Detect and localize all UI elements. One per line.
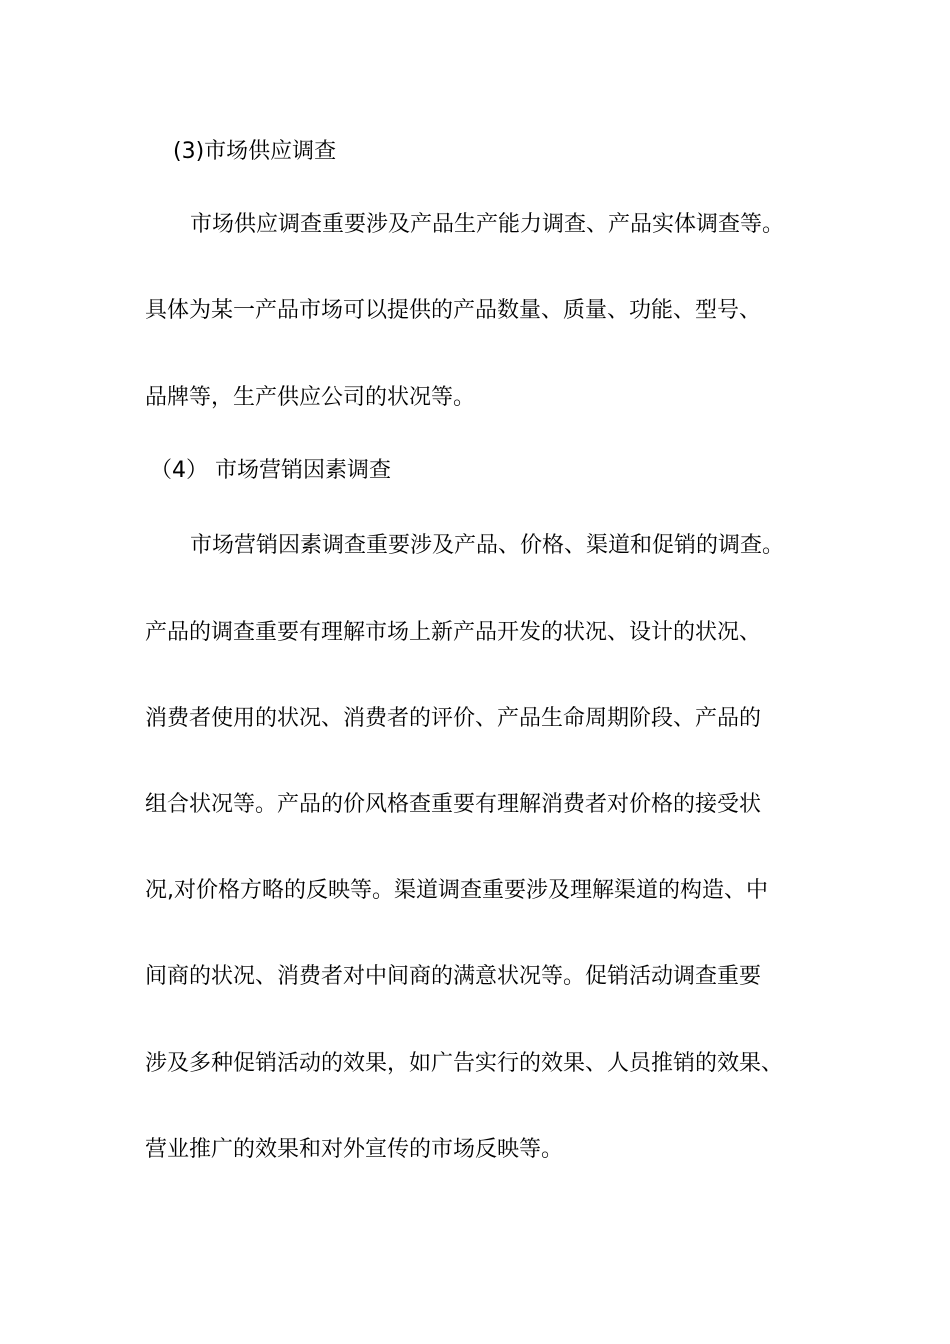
paragraph-line: 品牌等，生产供应公司的状况等。	[145, 385, 476, 410]
paragraph-line: 况,对价格方略的反映等。渠道调查重要涉及理解渠道的构造、中	[145, 878, 768, 903]
paragraph-line: 具体为某一产品市场可以提供的产品数量、质量、功能、型号、	[145, 298, 762, 323]
paragraph-line: 市场营销因素调查重要涉及产品、价格、渠道和促销的调查。	[190, 533, 785, 558]
paragraph-line: 市场供应调查重要涉及产品生产能力调查、产品实体调查等。	[190, 212, 785, 237]
paragraph-line: 涉及多种促销活动的效果，如广告实行的效果、人员推销的效果、	[145, 1051, 784, 1076]
paragraph-line: 产品的调查重要有理解市场上新产品开发的状况、设计的状况、	[145, 620, 762, 645]
paragraph-line: 组合状况等。产品的价风格查重要有理解消费者对价格的接受状	[145, 792, 762, 817]
section-heading-3: (3)市场供应调查	[173, 139, 337, 164]
paragraph-line: 营业推广的效果和对外宣传的市场反映等。	[145, 1137, 564, 1162]
paragraph-line: 消费者使用的状况、消费者的评价、产品生命周期阶段、产品的	[145, 706, 762, 731]
paragraph-line: 间商的状况、消费者对中间商的满意状况等。促销活动调查重要	[145, 964, 762, 989]
section-heading-4: （4） 市场营销因素调查	[150, 458, 391, 483]
